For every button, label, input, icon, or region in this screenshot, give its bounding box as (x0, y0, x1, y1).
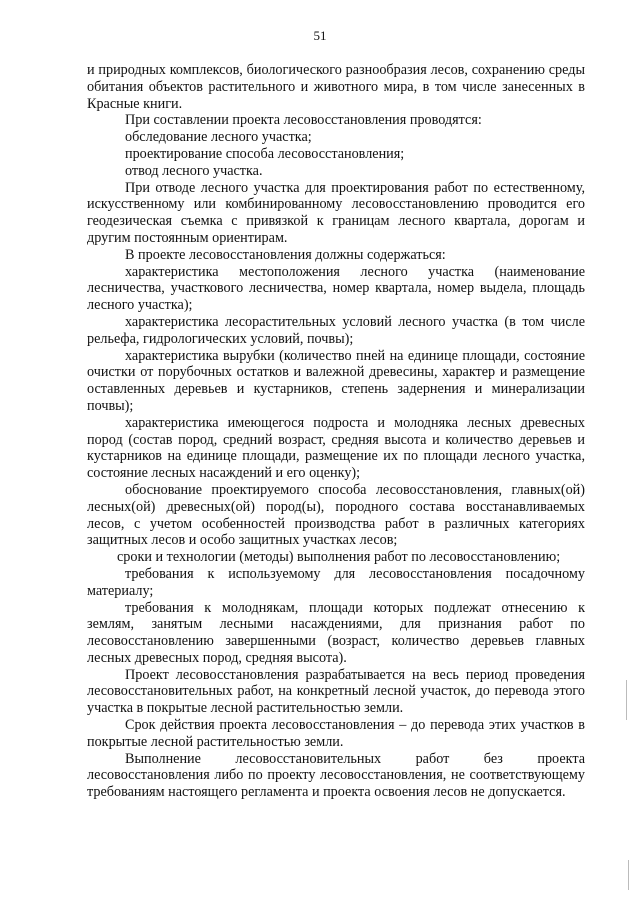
list-item-allotment: отвод лесного участка. (125, 162, 263, 179)
list-item-cutting-area: характеристика вырубки (количество пней на единице площади, состояние очистки от порубочных остатков и валежной древесины, характер и размещение оставленных деревьев и кустарников, степень задернения и минерализации почвы); (87, 347, 585, 414)
list-item-location: характеристика местоположения лесного участка (наименование лесничества, участкового лесничества, номер квартала, номер выдела, площадь лесного участка); (87, 263, 585, 314)
list-item-young-stands: требования к молоднякам, площади которых подлежат отнесению к землям, занятым лесными насаждениями, для признания работ по лесовосстановлению завершенными (возраст, количество деревьев главных лесных древесных пород, средняя высота). (87, 599, 585, 666)
paragraph-project-term: Срок действия проекта лесовосстановления – до перевода этих участков в покрытые лесной растительностью земли. (87, 717, 585, 750)
list-item-planting-material: требования к используемому для лесовосстановления посадочному материалу; (87, 565, 585, 599)
document-body (87, 62, 585, 801)
paragraph-prohibition: Выполнение лесовосстановительных работ без проекта лесовосстановления либо по проекту лесовосстановления, не соответствующему требованиям настоящего регламента и проекта освоения лесов не допускается. (87, 750, 585, 801)
scan-edge-mark (626, 680, 627, 720)
list-item-undergrowth: характеристика имеющегося подроста и молодняка лесных древесных пород (состав пород, средний возраст, средняя высота и количество деревьев и кустарников на единице площади, размещение их по площади лесного участка, состояние лесных насаждений и его оценку); (87, 414, 585, 482)
list-item-survey: обследование лесного участка; (125, 129, 312, 146)
paragraph-project-scope: Проект лесовосстановления разрабатывается на весь период проведения лесовосстановительных работ, на конкретный лесной участок, до перевода этого участка в покрытые лесной растительностью земли. (87, 666, 585, 717)
list-item-growing-conditions: характеристика лесорастительных условий лесного участка (в том числе рельефа, гидрологических условий, почвы); (87, 313, 585, 347)
paragraph-continuation: и природных комплексов, биологического разнообразия лесов, сохранению среды обитания объектов растительного и животного мира, в том числе занесенных в Красные книги. (87, 62, 585, 112)
scan-edge-mark (628, 860, 629, 890)
paragraph-project-contents: В проекте лесовосстановления должны содержаться: (125, 246, 446, 263)
paragraph-geodetic-survey: При отводе лесного участка для проектирования работ по естественному, искусственному или комбинированному лесовосстановлению проводится его геодезическая съемка с привязкой к границам лесного квартала, дорогам и другим постоянным ориентирам. (87, 179, 585, 246)
list-item-timing: сроки и технологии (методы) выполнения работ по лесовосстановлению; (117, 549, 561, 566)
paragraph-project-intro: При составлении проекта лесовосстановления проводятся: (125, 112, 482, 129)
page-number: 51 (313, 28, 327, 43)
list-item-method-justification: обоснование проектируемого способа лесовосстановления, главных(ой) лесных(ой) древесных(ой) пород(ы), породного состава восстанавливаемых лесов, с учетом особенностей производства работ в различных категориях защитных лесов и особо защитных участках лесов; (87, 481, 585, 549)
list-item-design: проектирование способа лесовосстановления; (125, 145, 405, 162)
